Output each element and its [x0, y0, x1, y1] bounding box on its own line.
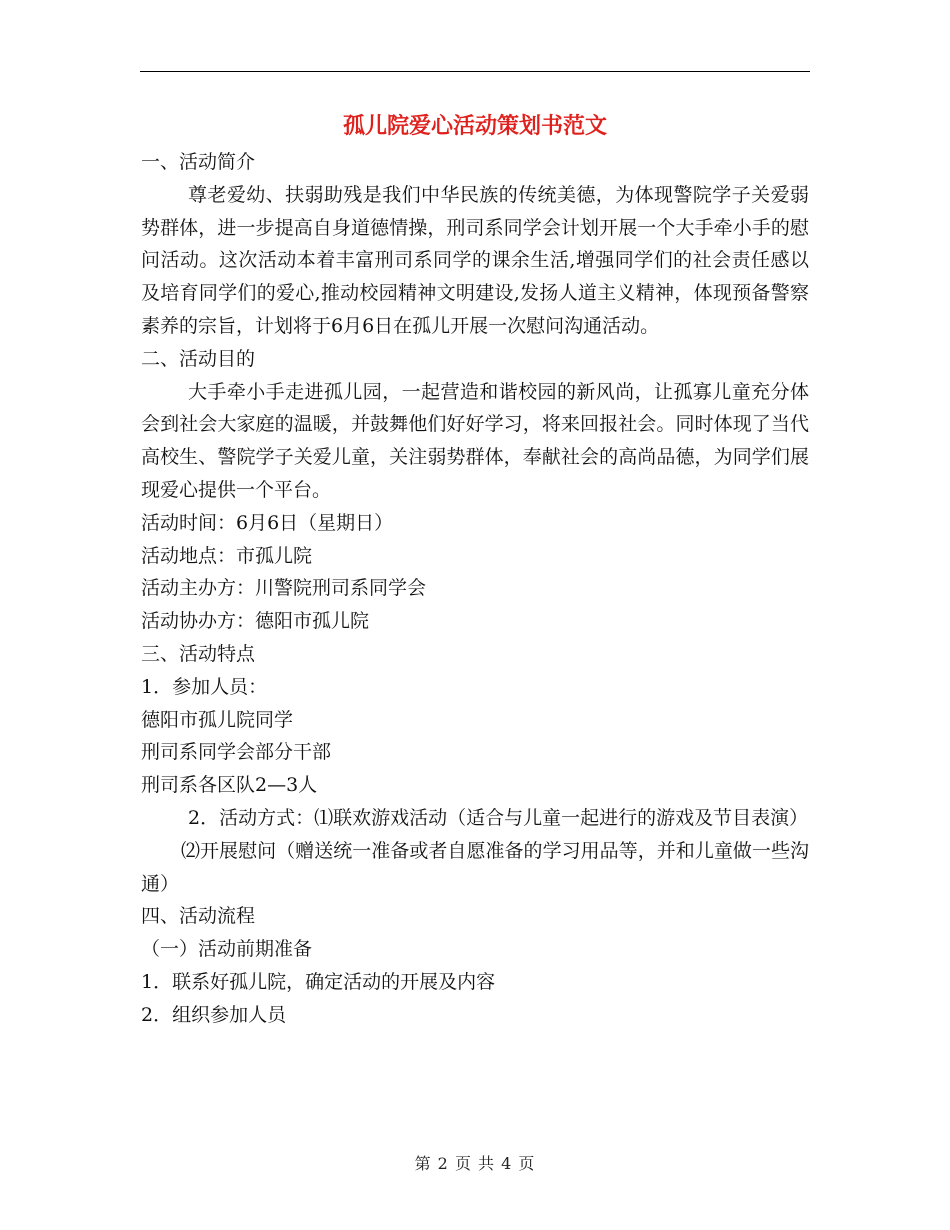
participant-item: 刑司系同学会部分干部 [141, 741, 332, 764]
document-body [141, 146, 809, 1032]
section-heading-process: 四、活动流程 [141, 905, 256, 928]
activity-location: 活动地点：市孤儿院 [141, 544, 313, 567]
participant-item: 刑司系各区队2—3人 [141, 774, 318, 797]
preparation-step: 2．组织参加人员 [141, 1003, 287, 1026]
section-heading-features: 三、活动特点 [141, 642, 256, 665]
header-rule [140, 71, 810, 72]
document-title: 孤儿院爱心活动策划书范文 [342, 113, 607, 139]
section-heading-intro: 一、活动简介 [141, 151, 256, 173]
activity-method-1: 2．活动方式：⑴联欢游戏活动（适合与儿童一起进行的游戏及节目表演） [188, 806, 809, 829]
activity-co-organizer: 活动协办方：德阳市孤儿院 [141, 610, 370, 633]
preparation-step: 1．联系好孤儿院，确定活动的开展及内容 [141, 970, 496, 993]
section-heading-purpose: 二、活动目的 [141, 347, 256, 370]
activity-organizer: 活动主办方：川警院刑司系同学会 [141, 577, 427, 600]
paragraph-intro: 尊老爱幼、扶弱助残是我们中华民族的传统美德，为体现警院学子关爱弱势群体，进一步提高自身道德情操，刑司系同学会计划开展一个大手牵小手的慰问活动。这次活动本着丰富刑司系同学的课余生活,增强同学们的社会责任感以及培育同学们的爱心,推动校园精神文明建设,发扬人道主义精神，体现预备警察素养的宗旨，计划将于6月6日在孤儿开展一次慰问沟通活动。 [141, 183, 809, 337]
paragraph-purpose: 大手牵小手走进孤儿园，一起营造和谐校园的新风尚，让孤寡儿童充分体会到社会大家庭的温暖，并鼓舞他们好好学习，将来回报社会。同时体现了当代高校生、警院学子关爱儿童，关注弱势群体，奉献社会的高尚品德，为同学们展现爱心提供一个平台。 [141, 380, 809, 501]
page-number-footer: 第 2 页 共 4 页 [414, 1154, 536, 1173]
activity-method-2: ⑵开展慰问（赠送统一准备或者自愿准备的学习用品等，并和儿童做一些沟通） [141, 839, 809, 895]
subsection-heading-preparation: （一）活动前期准备 [141, 938, 313, 961]
participants-heading: 1．参加人员： [141, 675, 268, 698]
activity-time: 活动时间：6月6日（星期日） [141, 511, 394, 534]
participant-item: 德阳市孤儿院同学 [141, 708, 294, 731]
